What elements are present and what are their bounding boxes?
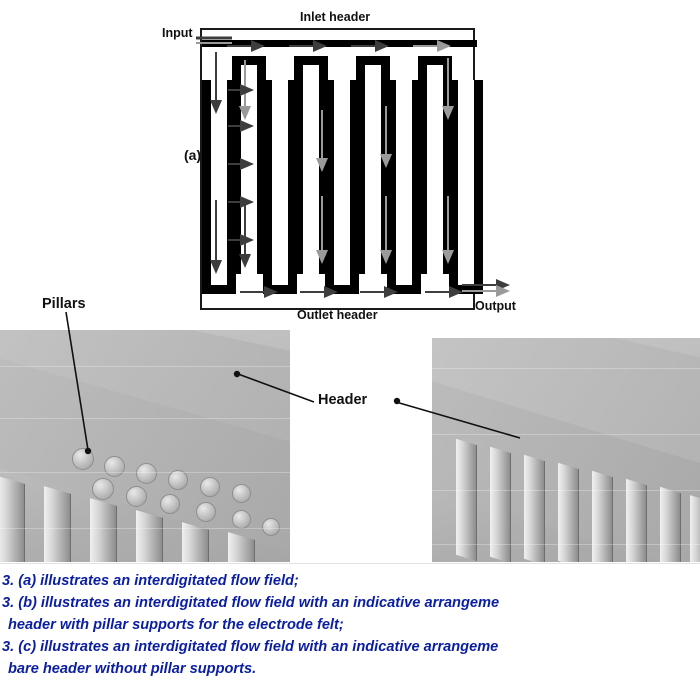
inlet-finger [232, 56, 266, 274]
pillar [232, 510, 251, 529]
pillar [136, 463, 157, 484]
outlet-finger [202, 80, 236, 294]
channel-rib [690, 495, 700, 562]
output-label: Output [475, 299, 516, 313]
pillar [200, 477, 220, 497]
pillar [126, 486, 147, 507]
outlet-finger [325, 80, 359, 294]
channel-rib [0, 476, 25, 562]
pillar [196, 502, 216, 522]
pillar [72, 448, 94, 470]
channel-rib [626, 479, 647, 562]
pillars-annotation-label: Pillars [42, 296, 86, 312]
outlet-header-label: Outlet header [297, 308, 378, 322]
inlet-finger [356, 56, 390, 274]
panel-a-label: (a) [184, 147, 202, 163]
caption-line: 3. (a) illustrates an interdigitated flow field; [2, 573, 299, 589]
panel-c-photo-bare [432, 338, 700, 562]
caption-line: bare header without pillar supports. [8, 661, 257, 677]
pillar [262, 518, 280, 536]
pillar [104, 456, 125, 477]
input-label: Input [162, 26, 193, 40]
pillar [92, 478, 114, 500]
pillar [160, 494, 180, 514]
channel-rib [524, 455, 545, 562]
channel-rib [136, 510, 163, 562]
panel-b-photo-pillars [0, 330, 290, 562]
caption-line: header with pillar supports for the electrode felt; [8, 617, 344, 633]
header-annotation-label: Header [318, 392, 368, 408]
outlet-finger [387, 80, 421, 294]
caption-divider [0, 563, 700, 564]
channel-rib [44, 486, 71, 562]
channel-rib [592, 471, 613, 562]
channel-rib [456, 439, 477, 561]
inlet-finger [418, 56, 452, 274]
figure-caption [0, 570, 700, 680]
inlet-header-bar [202, 40, 477, 47]
caption-line: 3. (c) illustrates an interdigitated flow field with an indicative arrangeme [2, 639, 499, 655]
pillar [232, 484, 251, 503]
outlet-finger [449, 80, 483, 294]
inlet-finger [294, 56, 328, 274]
channel-rib [660, 487, 681, 562]
pillar [168, 470, 188, 490]
outlet-finger [263, 80, 297, 294]
inlet-header-label: Inlet header [300, 10, 371, 24]
channel-rib [90, 498, 117, 562]
channel-rib [558, 463, 579, 562]
caption-line: 3. (b) illustrates an interdigitated flow field with an indicative arrangeme [2, 595, 500, 611]
panel-a-schematic [200, 28, 475, 310]
